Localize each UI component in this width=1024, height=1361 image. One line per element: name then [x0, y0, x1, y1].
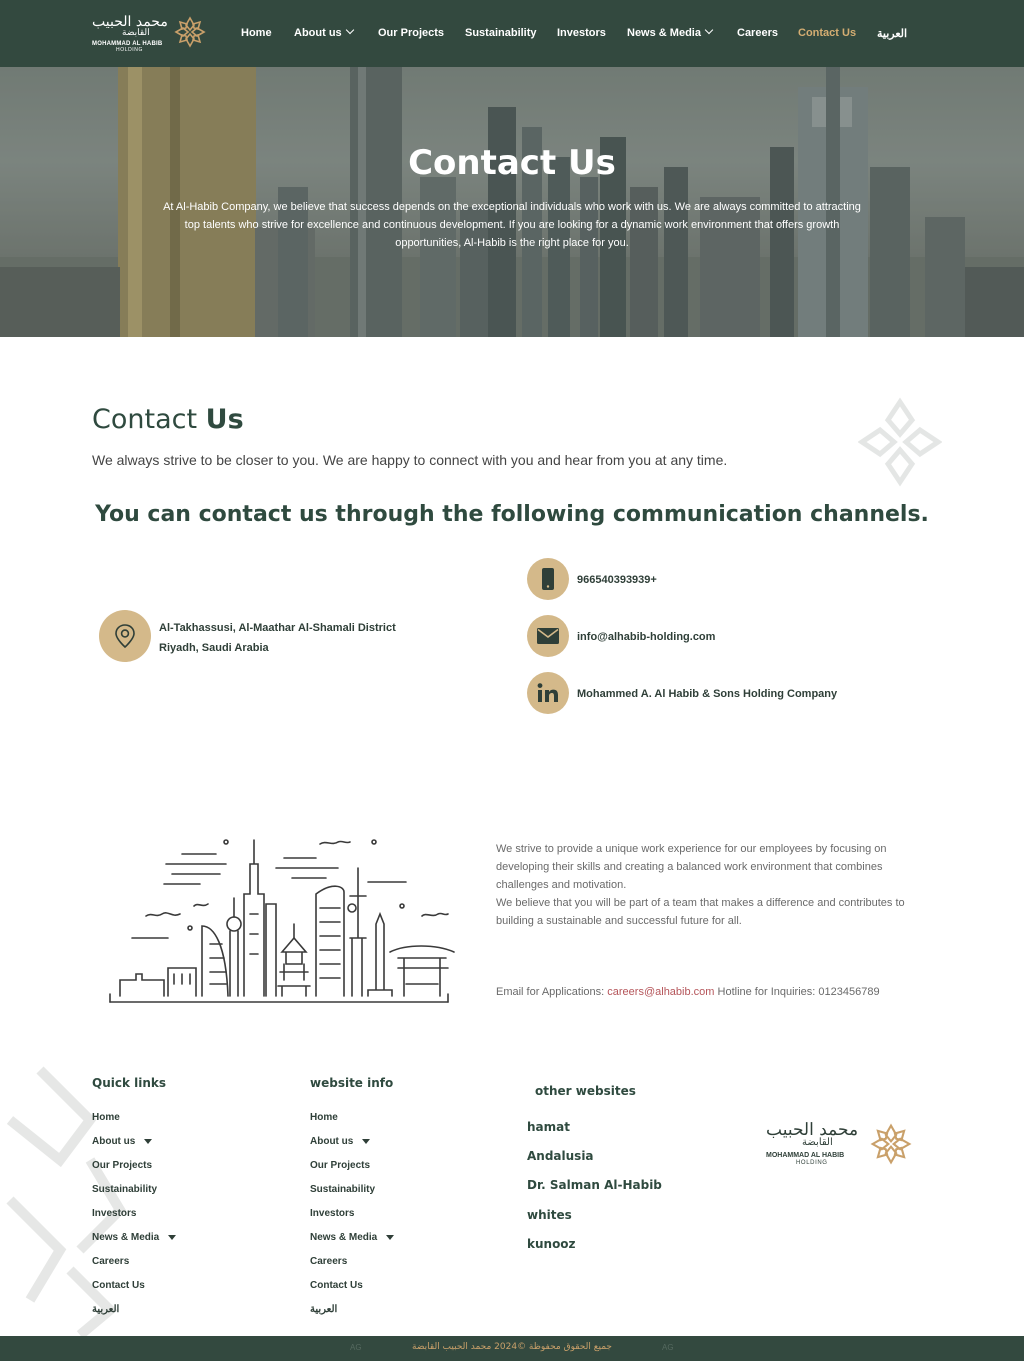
- other-site-whites[interactable]: whites: [527, 1208, 572, 1222]
- info-link-home[interactable]: Home: [310, 1112, 338, 1123]
- quick-link-investors[interactable]: Investors: [92, 1208, 137, 1219]
- phone-badge[interactable]: [527, 558, 569, 600]
- nav-news-media[interactable]: [627, 27, 712, 39]
- quick-link-news-label: News & Media: [92, 1232, 160, 1243]
- nav-about-us[interactable]: [294, 27, 353, 39]
- logo-arabic-sub: القابضة: [122, 28, 150, 38]
- email-badge[interactable]: [527, 615, 569, 657]
- nav-sustainability[interactable]: Sustainability: [465, 27, 537, 39]
- other-site-dr-salman[interactable]: Dr. Salman Al-Habib: [527, 1178, 662, 1192]
- careers-email-link[interactable]: careers@alhabib.com: [607, 986, 715, 998]
- info-link-news-media[interactable]: [310, 1232, 394, 1243]
- quick-link-contact-us[interactable]: Contact Us: [92, 1280, 145, 1291]
- phone-link[interactable]: 966540393939+: [577, 574, 657, 586]
- main-menu: [0, 0, 1024, 67]
- contact-subtitle: We always strive to be closer to you. We are happy to connect with you and hear from you at any time.: [92, 452, 728, 468]
- info-link-news-label: News & Media: [310, 1232, 378, 1243]
- website-info-heading: website info: [310, 1076, 394, 1090]
- quick-links-heading: Quick links: [92, 1076, 167, 1090]
- quick-link-our-projects[interactable]: Our Projects: [92, 1160, 153, 1171]
- nav-careers[interactable]: Careers: [737, 27, 778, 39]
- channels-heading: You can contact us through the following communication channels.: [95, 502, 929, 527]
- info-link-sustainability[interactable]: Sustainability: [310, 1184, 376, 1195]
- phone-icon: [541, 567, 555, 591]
- logo-english-sub: HOLDING: [116, 47, 143, 53]
- careers-text-1: We strive to provide a unique work experience for our employees by focusing on developing their skills and creating a balanced work environment that combines challenges and motivation.: [496, 843, 887, 891]
- linkedin-badge[interactable]: [527, 672, 569, 714]
- info-link-investors[interactable]: Investors: [310, 1208, 355, 1219]
- address-line-1: Al-Takhassusi, Al-Maathar Al-Shamali District: [159, 622, 396, 634]
- hero-banner: [0, 67, 1024, 337]
- mail-icon: [537, 628, 559, 644]
- contact-heading: [92, 404, 244, 435]
- linkedin-link[interactable]: Mohammed A. Al Habib & Sons Holding Company: [577, 688, 838, 700]
- city-skyline-illustration: [106, 834, 458, 1006]
- hero-text: At Al-Habib Company, we believe that success depends on the exceptional individuals who work with us. We are always committed to attracting top talents who strive for excellence and continuous development. If you are looking for a dynamic work environment that offers growth opportunities, Al-Habib is the right place for you.: [163, 201, 861, 249]
- caret-down-icon: [362, 1139, 370, 1144]
- nav-investors[interactable]: Investors: [557, 27, 606, 39]
- info-link-about-us[interactable]: [310, 1136, 370, 1147]
- info-link-careers[interactable]: Careers: [310, 1256, 348, 1267]
- careers-hotline-label: Hotline for Inquiries:: [714, 986, 819, 998]
- other-site-hamat[interactable]: hamat: [527, 1120, 570, 1134]
- info-link-our-projects[interactable]: Our Projects: [310, 1160, 371, 1171]
- decorative-star-icon: [858, 396, 942, 488]
- top-navbar: [0, 0, 1024, 67]
- nav-about-label: About us: [294, 27, 342, 39]
- careers-description: [496, 840, 916, 930]
- info-link-about-label: About us: [310, 1136, 354, 1147]
- quick-link-arabic[interactable]: العربية: [92, 1304, 120, 1315]
- email-link[interactable]: info@alhabib-holding.com: [577, 631, 716, 643]
- careers-text-2: We believe that you will be part of a team that makes a difference and contributes to building a sustainable and successful future for all.: [496, 897, 905, 927]
- chevron-down-icon: [705, 26, 713, 34]
- nav-news-label: News & Media: [627, 27, 701, 39]
- quick-link-news-media[interactable]: [92, 1232, 176, 1243]
- info-link-contact-us[interactable]: Contact Us: [310, 1280, 363, 1291]
- quick-link-home[interactable]: Home: [92, 1112, 120, 1123]
- linkedin-icon: [537, 683, 559, 703]
- footer-brand-logo[interactable]: [766, 1120, 914, 1170]
- other-site-kunooz[interactable]: kunooz: [527, 1237, 576, 1251]
- copyright-text: جميع الحقوق محفوظة ©2024 محمد الحبيب القابضة: [412, 1342, 612, 1352]
- address-text: [159, 618, 396, 658]
- hero-title: Contact Us: [408, 143, 616, 183]
- info-link-arabic[interactable]: العربية: [310, 1304, 338, 1315]
- nav-arabic-language[interactable]: العربية: [877, 28, 908, 40]
- footer-logo-english-sub: HOLDING: [796, 1160, 828, 1166]
- footer-logo-english-name: MOHAMMAD AL HABIB: [766, 1152, 845, 1159]
- bar-mark-right: AG: [662, 1343, 674, 1352]
- caret-down-icon: [168, 1235, 176, 1240]
- careers-contact-line: [496, 986, 880, 998]
- nav-contact-us[interactable]: Contact Us: [798, 27, 857, 39]
- address-badge: [99, 610, 151, 662]
- quick-link-careers[interactable]: Careers: [92, 1256, 130, 1267]
- footer-logo-arabic-name: محمد الحبيب: [766, 1120, 859, 1140]
- logo-arabic-name: محمد الحبيب: [92, 14, 168, 30]
- nav-home[interactable]: Home: [241, 27, 272, 39]
- other-websites-heading: other websites: [535, 1084, 636, 1098]
- logo-english-name: MOHAMMAD AL HABIB: [92, 41, 163, 47]
- footer-logo-arabic-sub: القابضة: [802, 1137, 833, 1148]
- address-line-2: Riyadh, Saudi Arabia: [159, 642, 269, 654]
- careers-email-label: Email for Applications:: [496, 986, 608, 998]
- caret-down-icon: [386, 1235, 394, 1240]
- quick-link-sustainability[interactable]: Sustainability: [92, 1184, 158, 1195]
- copyright-bar: [0, 1336, 1024, 1361]
- footer-decorative-pattern: [0, 1060, 130, 1340]
- location-pin-icon: [113, 623, 137, 649]
- other-site-andalusia[interactable]: Andalusia: [527, 1149, 594, 1163]
- footer-logo-star-icon: [870, 1122, 912, 1166]
- caret-down-icon: [144, 1139, 152, 1144]
- quick-link-about-label: About us: [92, 1136, 136, 1147]
- quick-link-about-us[interactable]: [92, 1136, 152, 1147]
- bar-mark-left: AG: [350, 1343, 362, 1352]
- nav-our-projects[interactable]: Our Projects: [378, 27, 445, 39]
- contact-heading-bold: Us: [205, 404, 244, 435]
- contact-heading-light: Contact: [92, 404, 206, 435]
- chevron-down-icon: [345, 26, 353, 34]
- careers-hotline-number: 0123456789: [818, 986, 880, 998]
